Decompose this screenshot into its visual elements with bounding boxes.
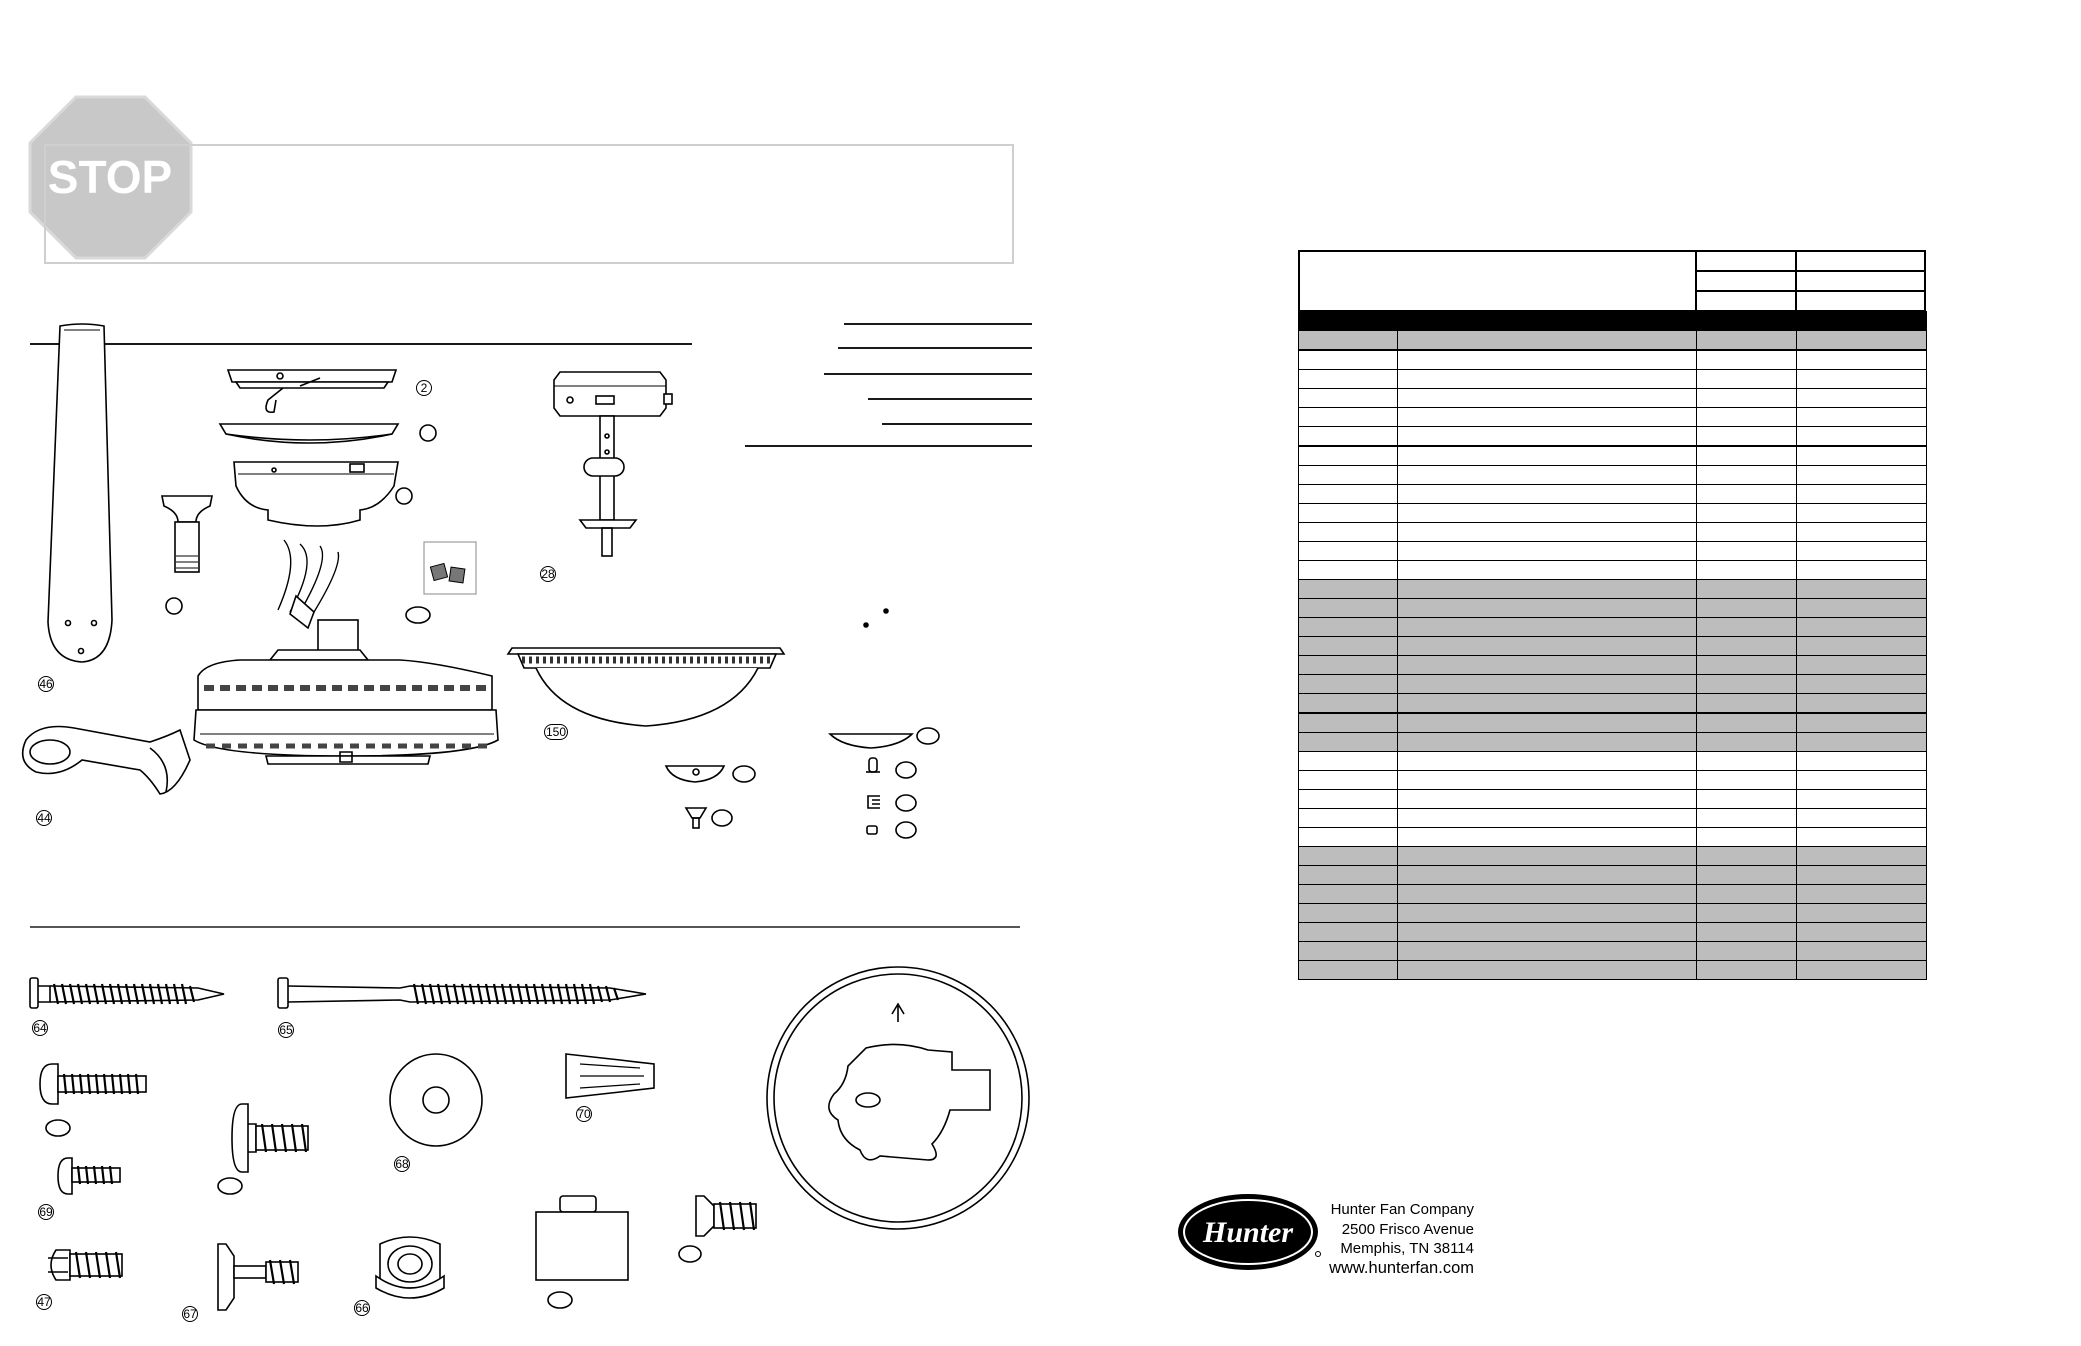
table-cell (1797, 923, 1927, 942)
flat-head-screw-icon (218, 1244, 298, 1310)
table-row (1299, 370, 1927, 389)
table-cell (1299, 828, 1398, 847)
table-row (1299, 923, 1927, 942)
table-cell (1697, 561, 1797, 580)
table-row (1299, 733, 1927, 752)
table-cell (1797, 942, 1927, 961)
hardware-bag-icon (424, 542, 476, 594)
table-cell (1797, 961, 1927, 980)
table-cell (1797, 446, 1927, 466)
table-cell (1697, 599, 1797, 618)
table-row (1299, 771, 1927, 790)
table-cell (1299, 809, 1398, 828)
table-cell (1299, 961, 1398, 980)
parts-table-header-block (1298, 250, 1926, 312)
table-cell (1697, 790, 1797, 809)
table-cell (1398, 847, 1697, 866)
table-cell (1299, 427, 1398, 447)
table-cell (1398, 675, 1697, 694)
table-row (1299, 866, 1927, 885)
table-cell (1398, 637, 1697, 656)
table-cell (1398, 523, 1697, 542)
table-cell (1299, 694, 1398, 714)
table-cell (1797, 331, 1927, 351)
table-row (1299, 637, 1927, 656)
table-cell (1398, 713, 1697, 733)
table-cell (1299, 923, 1398, 942)
table-cell (1697, 350, 1797, 370)
table-cell (1299, 618, 1398, 637)
table-cell (1398, 942, 1697, 961)
table-row (1299, 599, 1927, 618)
table-cell (1697, 446, 1797, 466)
table-cell (1797, 675, 1927, 694)
table-cell (1299, 599, 1398, 618)
table-cell (1697, 885, 1797, 904)
table-cell (1697, 904, 1797, 923)
table-cell (1797, 427, 1927, 447)
table-cell (1697, 828, 1797, 847)
canopy-icon (234, 462, 398, 526)
table-cell (1797, 656, 1927, 675)
table-cell (1797, 370, 1927, 389)
table-cell (1299, 485, 1398, 504)
mounting-template-icon (767, 967, 1029, 1229)
table-cell (1398, 733, 1697, 752)
table-cell (1398, 866, 1697, 885)
table-cell (1797, 809, 1927, 828)
table-cell (1398, 790, 1697, 809)
table-cell (1398, 923, 1697, 942)
table-cell (1697, 331, 1797, 351)
table-cell (1797, 504, 1927, 523)
wire-nut-icon (566, 1054, 654, 1098)
table-cell (1697, 942, 1797, 961)
table-cell (1797, 312, 1927, 331)
table-cell (1797, 885, 1927, 904)
table-cell (1299, 637, 1398, 656)
table-cell (1398, 446, 1697, 466)
table-cell (1697, 523, 1797, 542)
callout-44: 44 (37, 811, 51, 825)
wood-screw-icon (30, 978, 224, 1008)
table-cell (1299, 885, 1398, 904)
table-cell (1797, 866, 1927, 885)
canopy-trim-icon (220, 424, 398, 443)
table-row (1299, 752, 1927, 771)
table-cell (1398, 885, 1697, 904)
table-cell (1797, 408, 1927, 427)
table-cell (1797, 752, 1927, 771)
table-cell (1797, 790, 1927, 809)
callout-67: 67 (183, 1307, 197, 1321)
table-cell (1299, 733, 1398, 752)
callout-64: 64 (33, 1021, 47, 1035)
table-cell (1299, 675, 1398, 694)
table-cell (1697, 427, 1797, 447)
table-row (1299, 542, 1927, 561)
grommet-icon (376, 1237, 444, 1298)
table-cell (1299, 523, 1398, 542)
table-cell (1797, 904, 1927, 923)
table-cell (1398, 561, 1697, 580)
callout-65: 65 (279, 1023, 293, 1037)
table-cell (1697, 847, 1797, 866)
table-cell (1697, 312, 1797, 331)
table-cell (1299, 713, 1398, 733)
table-cell (1299, 866, 1398, 885)
callout-69: 69 (39, 1205, 53, 1219)
table-row (1299, 847, 1927, 866)
table-cell (1299, 790, 1398, 809)
table-cell (1299, 350, 1398, 370)
washer-icon (390, 1054, 482, 1146)
table-cell (1299, 446, 1398, 466)
mounting-bracket-icon (228, 370, 396, 412)
hunter-logo-text: Hunter (1202, 1216, 1294, 1249)
blade-iron-icon (23, 727, 190, 795)
table-cell (1797, 694, 1927, 714)
table-cell (1797, 466, 1927, 485)
table-cell (1697, 694, 1797, 714)
table-cell (1797, 580, 1927, 599)
table-cell (1797, 771, 1927, 790)
glass-bowl-icon (508, 648, 784, 726)
table-cell (1398, 694, 1697, 714)
table-row (1299, 828, 1927, 847)
table-cell (1797, 733, 1927, 752)
table-cell (1299, 504, 1398, 523)
company-name: Hunter Fan Company (1330, 1201, 1474, 1218)
knob-icon (686, 808, 706, 828)
table-row (1299, 389, 1927, 408)
callout-70: 70 (577, 1107, 591, 1121)
table-row (1299, 790, 1927, 809)
table-cell (1398, 961, 1697, 980)
table-cell (1398, 427, 1697, 447)
machine-screw-icon (40, 1064, 146, 1104)
table-cell (1697, 809, 1797, 828)
table-cell (1299, 466, 1398, 485)
clip-icon (868, 796, 880, 808)
table-cell (1398, 504, 1697, 523)
table-cell (1398, 312, 1697, 331)
callout-28: 28 (541, 567, 555, 581)
table-cell (1398, 466, 1697, 485)
table-row (1299, 885, 1927, 904)
table-cell (1797, 542, 1927, 561)
table-cell (1299, 942, 1398, 961)
table-cell (1398, 809, 1697, 828)
table-cell (1797, 561, 1927, 580)
table-row (1299, 618, 1927, 637)
table-row (1299, 561, 1927, 580)
table-cell (1797, 637, 1927, 656)
company-street: 2500 Frisco Avenue (1341, 1220, 1474, 1238)
table-row (1299, 408, 1927, 427)
flat-head-screw-icon (696, 1196, 756, 1236)
table-cell (1797, 523, 1927, 542)
table-cell (1299, 904, 1398, 923)
table-cell (1697, 504, 1797, 523)
callout-150: 150 (545, 725, 567, 739)
table-row (1299, 485, 1927, 504)
table-cell (1398, 771, 1697, 790)
table-cell (1697, 408, 1797, 427)
table-row (1299, 904, 1927, 923)
nut-icon (867, 826, 877, 834)
table-cell (1299, 389, 1398, 408)
table-cell (1697, 637, 1797, 656)
table-cell (1299, 312, 1398, 331)
table-cell (1398, 331, 1697, 351)
table-cell (1797, 847, 1927, 866)
table-cell (1697, 866, 1797, 885)
table-row (1299, 427, 1927, 447)
balancing-block-icon (536, 1196, 628, 1280)
table-cell (1398, 904, 1697, 923)
table-cell (1797, 618, 1927, 637)
table-cell (1398, 350, 1697, 370)
machine-screw-icon (48, 1250, 122, 1280)
table-row (1299, 713, 1927, 733)
table-cell (1398, 408, 1697, 427)
downrod-icon (162, 496, 212, 572)
table-cell (1299, 771, 1398, 790)
table-cell (1697, 713, 1797, 733)
table-cell (1697, 923, 1797, 942)
table-cell (1697, 656, 1797, 675)
callout-2: 2 (416, 380, 432, 396)
table-cell (1797, 350, 1927, 370)
table-cell (1299, 752, 1398, 771)
company-address (1322, 1200, 1474, 1278)
table-cell (1697, 370, 1797, 389)
finial-cap-icon (666, 766, 724, 782)
table-row (1299, 523, 1927, 542)
table-row (1299, 694, 1927, 714)
table-cell (1398, 828, 1697, 847)
table-cell (1299, 847, 1398, 866)
table-cell (1697, 733, 1797, 752)
table-row (1299, 504, 1927, 523)
table-cell (1797, 389, 1927, 408)
washer-screw-icon (232, 1104, 308, 1172)
company-city: Memphis, TN 38114 (1340, 1240, 1474, 1257)
table-cell (1299, 408, 1398, 427)
lag-bolt-icon (278, 978, 646, 1008)
table-row (1299, 942, 1927, 961)
parts-table-header-bar (1299, 312, 1927, 331)
table-cell (1697, 675, 1797, 694)
table-cell (1398, 370, 1697, 389)
table-cell (1697, 466, 1797, 485)
machine-screw-icon (58, 1158, 120, 1194)
table-row (1299, 466, 1927, 485)
table-cell (1398, 618, 1697, 637)
table-cell (1697, 485, 1797, 504)
table-cell (1398, 485, 1697, 504)
table-cell (1398, 656, 1697, 675)
table-cell (1697, 771, 1797, 790)
stop-label: STOP (47, 151, 173, 203)
table-row (1299, 350, 1927, 370)
callout-47: 47 (37, 1295, 51, 1309)
table-row (1299, 656, 1927, 675)
table-row (1299, 331, 1927, 351)
table-cell (1797, 828, 1927, 847)
table-row (1299, 961, 1927, 980)
table-cell (1697, 542, 1797, 561)
table-cell (1697, 752, 1797, 771)
table-row (1299, 675, 1927, 694)
table-cell (1697, 389, 1797, 408)
table-cell (1299, 331, 1398, 351)
table-cell (1697, 580, 1797, 599)
callout-66: 66 (355, 1301, 369, 1315)
table-cell (1299, 656, 1398, 675)
table-row (1299, 446, 1927, 466)
table-cell (1398, 389, 1697, 408)
parts-table (1298, 311, 1927, 980)
table-row (1299, 580, 1927, 599)
fan-blade-icon (48, 324, 112, 662)
table-cell (1697, 961, 1797, 980)
table-cell (1299, 542, 1398, 561)
table-cell (1398, 542, 1697, 561)
table-cell (1398, 599, 1697, 618)
table-cell (1398, 580, 1697, 599)
table-row (1299, 809, 1927, 828)
company-website[interactable]: www.hunterfan.com (1329, 1258, 1474, 1277)
table-cell (1398, 752, 1697, 771)
callout-46: 46 (39, 677, 53, 691)
table-cell (1299, 370, 1398, 389)
switch-housing-icon (554, 372, 672, 556)
table-cell (1797, 485, 1927, 504)
table-cell (1797, 599, 1927, 618)
table-cell (1299, 561, 1398, 580)
small-screw-icon (866, 758, 880, 772)
callout-68: 68 (395, 1157, 409, 1171)
table-cell (1299, 580, 1398, 599)
table-cell (1697, 618, 1797, 637)
glass-plate-icon (830, 734, 912, 748)
table-cell (1797, 713, 1927, 733)
hunter-logo-icon (1176, 1192, 1324, 1274)
